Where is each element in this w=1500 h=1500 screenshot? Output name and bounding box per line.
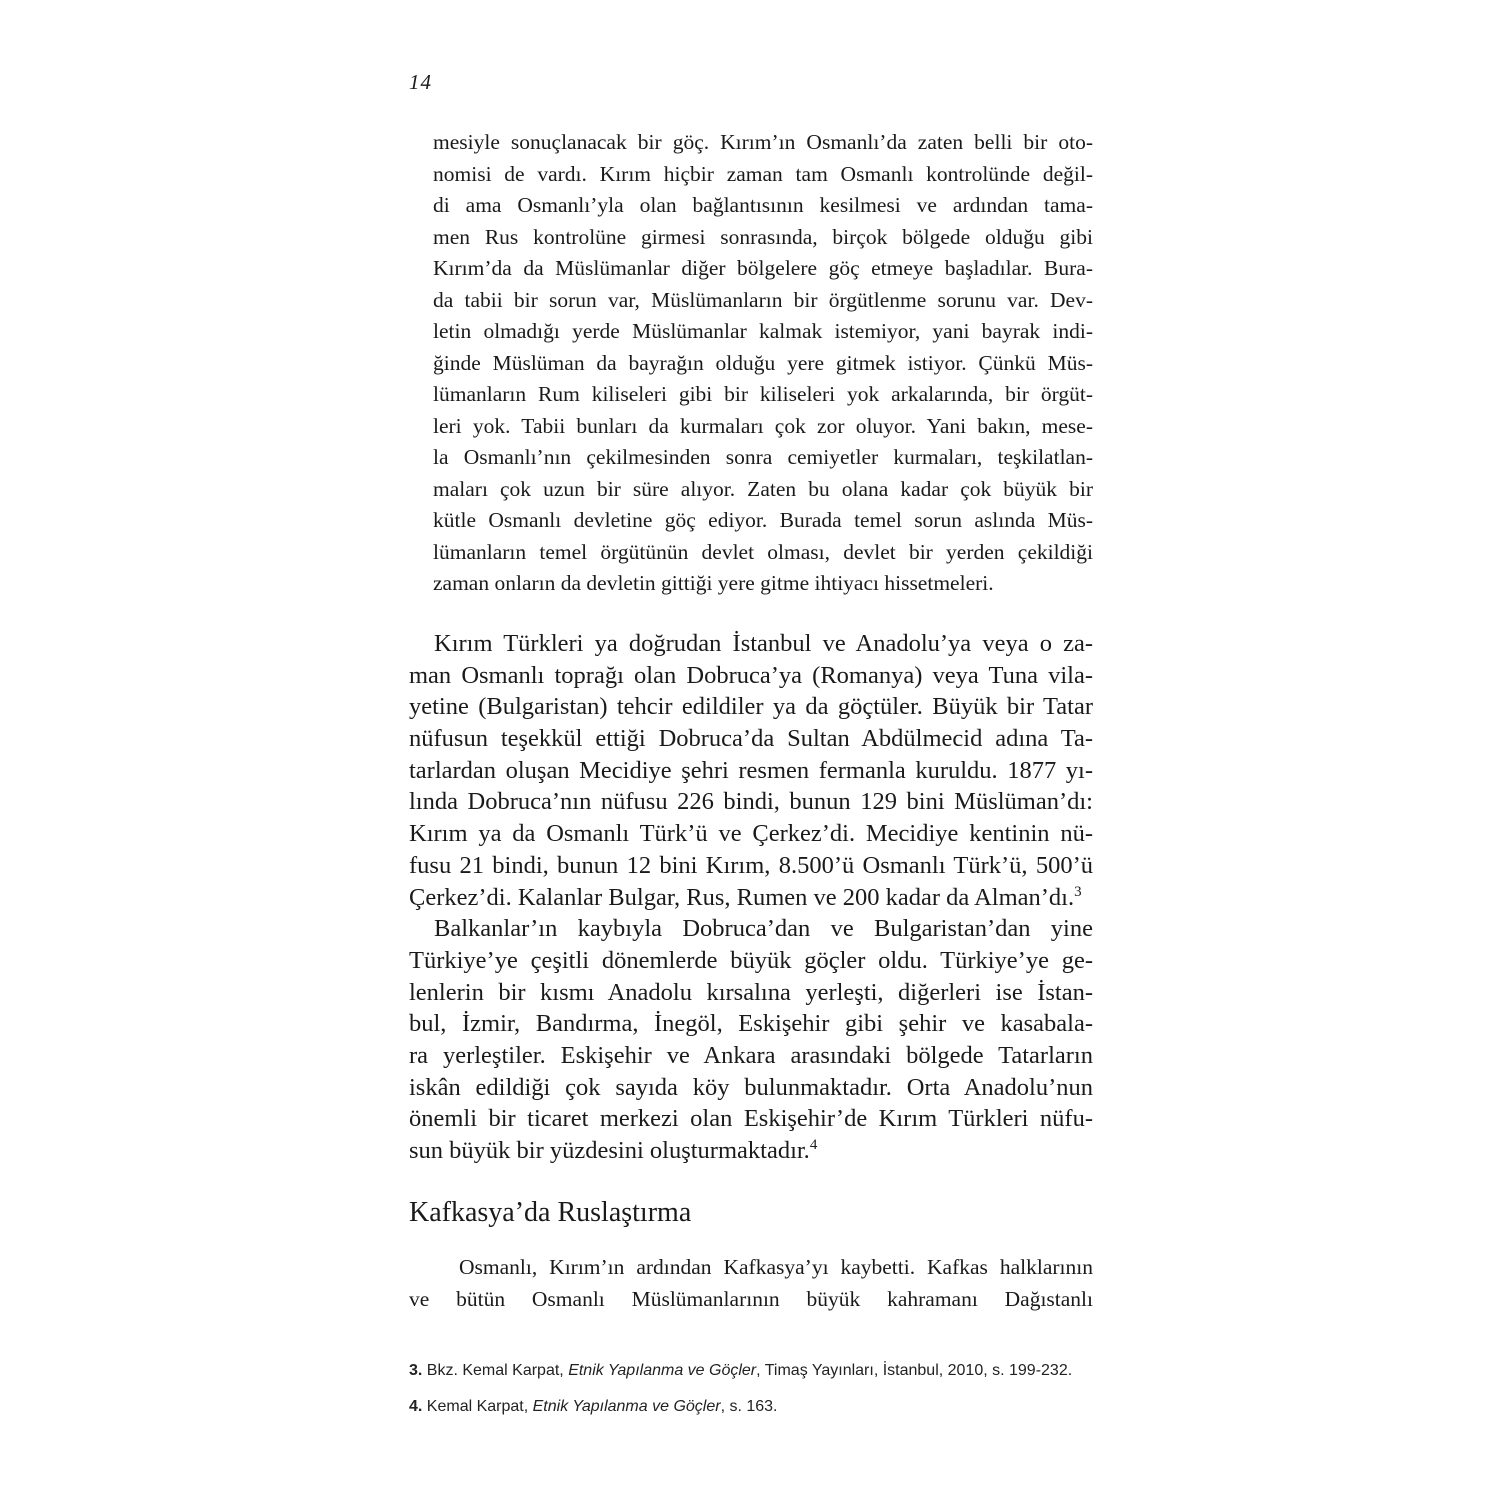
quote-line: di ama Osmanlı’yla olan bağlantısının kesilmesi ve ardından tama- <box>433 193 1093 217</box>
quote-line: la Osmanlı’nın çekilmesinden sonra cemiyetler kurmaları, teşkilatlan- <box>433 445 1093 469</box>
section-heading: Kafkasya’da Ruslaştırma <box>409 1197 692 1228</box>
body-line: Balkanlar’ın kaybıyla Dobruca’dan ve Bulgaristan’dan yine <box>434 915 1093 943</box>
body-line: lında Dobruca’nın nüfusu 226 bindi, bunun 129 bini Müslüman’dı: <box>409 788 1093 816</box>
body-line <box>409 882 1093 914</box>
footnote-book-title: Etnik Yapılanma ve Göçler <box>532 1398 721 1415</box>
footnote-4 <box>409 1396 1109 1418</box>
quote-line: men Rus kontrolüne girmesi sonrasında, birçok bölgede olduğu gibi <box>433 224 1093 249</box>
body-line: ra yerleştiler. Eskişehir ve Ankara arasındaki bölgede Tatarların <box>409 1041 1093 1069</box>
body-line: Kırım Türkleri ya doğrudan İstanbul ve Anadolu’ya veya o za- <box>434 630 1093 657</box>
body-line: Türkiye’ye çeşitli dönemlerde büyük göçler oldu. Türkiye’ye ge- <box>409 946 1093 974</box>
footnote-reference[interactable]: 4 <box>809 1137 818 1153</box>
footnotes <box>409 1360 1109 1418</box>
page-number: 14 <box>409 70 432 94</box>
body-line: nüfusun teşekkül ettiği Dobruca’da Sultan Abdülmecid adına Ta- <box>409 725 1093 753</box>
body-line: önemli bir ticaret merkezi olan Eskişehir’de Kırım Türkleri nüfu- <box>409 1105 1093 1133</box>
section-text <box>409 1251 1093 1315</box>
quote-line: ğinde Müslüman da bayrağın olduğu yere gitmek istiyor. Çünkü Müs- <box>433 350 1093 375</box>
footnote-text: , Timaş Yayınları, İstanbul, 2010, s. 199-232. <box>756 1362 1073 1379</box>
quote-line: nomisi de vardı. Kırım hiçbir zaman tam Osmanlı kontrolünde değil- <box>433 161 1093 186</box>
quote-line: maları çok uzun bir süre alıyor. Zaten bu olana kadar çok büyük bir <box>433 476 1093 501</box>
quote-line: leri yok. Tabii bunları da kurmaları çok zor oluyor. Yani bakın, mese- <box>433 413 1093 438</box>
body-line: tarlardan oluşan Mecidiye şehri resmen fermanla kuruldu. 1877 yı- <box>409 756 1093 784</box>
quote-line: kütle Osmanlı devletine göç ediyor. Burada temel sorun aslında Müs- <box>433 508 1093 532</box>
footnote-number: 4. <box>409 1398 423 1415</box>
body-line <box>409 1135 1093 1167</box>
footnote-text: , s. 163. <box>720 1398 778 1415</box>
quote-line: Kırım’da da Müslümanlar diğer bölgelere göç etmeye başladılar. Bura- <box>433 256 1093 280</box>
body-line: Osmanlı, Kırım’ın ardından Kafkasya’yı kaybetti. Kafkas halklarının <box>459 1255 1093 1279</box>
footnote-reference[interactable]: 3 <box>1074 883 1082 900</box>
body-line: yetine (Bulgaristan) tehcir edildiler ya da göçtüler. Büyük bir Tatar <box>409 693 1093 721</box>
footnote-text: Bkz. Kemal Karpat, <box>422 1362 569 1379</box>
footnote-3 <box>409 1360 1109 1382</box>
body-line: fusu 21 bindi, bunun 12 bini Kırım, 8.500’ü Osmanlı Türk’ü, 500’ü <box>409 851 1093 879</box>
quote-line: mesiyle sonuçlanacak bir göç. Kırım’ın Osmanlı’da zaten belli bir oto- <box>433 130 1093 154</box>
quote-block <box>433 127 1093 600</box>
footnote-number: 3. <box>409 1362 423 1379</box>
footnote-text: Kemal Karpat, <box>422 1398 533 1415</box>
body-line: ve bütün Osmanlı Müslümanlarının büyük kahramanı Dağıstanlı <box>409 1287 1093 1311</box>
quote-line: zaman onların da devletin gittiği yere gitme ihtiyacı hissetmeleri. <box>433 571 994 595</box>
quote-line: lümanların temel örgütünün devlet olması, devlet bir yerden çekildiği <box>433 539 1093 564</box>
quote-line: da tabii bir sorun var, Müslümanların bir örgütlenme sorunu var. Dev- <box>433 287 1093 312</box>
body-line: iskân edildiği çok sayıda köy bulunmaktadır. Orta Anadolu’nun <box>409 1073 1093 1101</box>
body-text <box>409 628 1093 1167</box>
quote-line: lümanların Rum kiliseleri gibi bir kiliseleri yok arkalarında, bir örgüt- <box>433 382 1093 406</box>
body-line-text: sun büyük bir yüzdesini oluşturmaktadır. <box>409 1137 810 1164</box>
footnote-book-title: Etnik Yapılanma ve Göçler <box>568 1362 757 1379</box>
body-line-text: Çerkez’di. Kalanlar Bulgar, Rus, Rumen ve 200 kadar da Alman’dı. <box>409 883 1075 911</box>
body-line: Kırım ya da Osmanlı Türk’ü ve Çerkez’di. Mecidiye kentinin nü- <box>409 820 1093 848</box>
body-line: lenlerin bir kısmı Anadolu kırsalına yerleşti, diğerleri ise İstan- <box>409 978 1093 1006</box>
body-line: man Osmanlı toprağı olan Dobruca’ya (Romanya) veya Tuna vila- <box>409 661 1093 689</box>
quote-line: letin olmadığı yerde Müslümanlar kalmak istemiyor, yani bayrak indi- <box>433 319 1093 343</box>
body-line: bul, İzmir, Bandırma, İnegöl, Eskişehir gibi şehir ve kasabala- <box>409 1010 1093 1038</box>
